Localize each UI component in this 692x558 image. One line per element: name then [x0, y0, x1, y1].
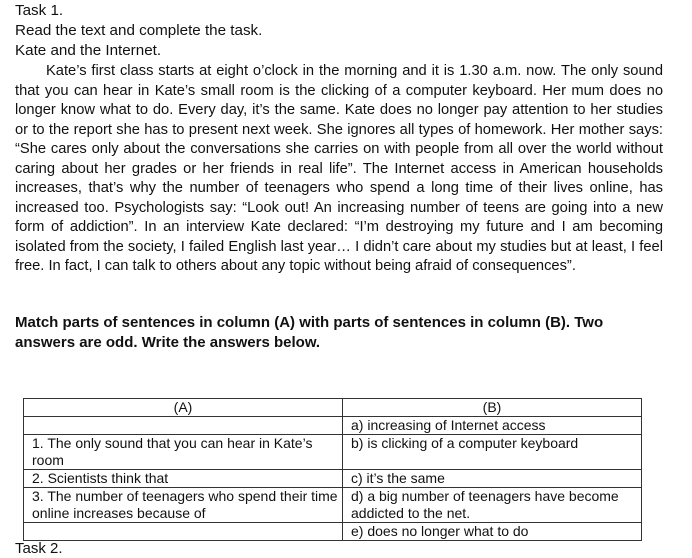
column-b-header: (B): [343, 399, 642, 417]
column-a-cell: 2. Scientists think that: [24, 470, 343, 488]
column-b-cell: d) a big number of teenagers have become addicted to the net.: [343, 488, 642, 523]
table-header-row: [24, 399, 642, 417]
table-row: [24, 470, 642, 488]
column-b-cell: e) does no longer what to do: [343, 523, 642, 541]
task-instruction: Match parts of sentences in column (A) with parts of sentences in column (B). Two answers are odd. Write the answers below.: [15, 314, 604, 351]
table-row: [24, 523, 642, 541]
column-a-cell: [24, 417, 343, 435]
instruction: Read the text and complete the task.: [15, 22, 263, 39]
column-a-cell: [24, 523, 343, 541]
table-row: [24, 435, 642, 470]
table-row: [24, 488, 642, 523]
table-row: [24, 417, 642, 435]
column-a-cell: 3. The number of teenagers who spend their time online increases because of: [24, 488, 343, 523]
task-label: Task 1.: [15, 2, 64, 19]
column-a-cell: 1. The only sound that you can hear in Kate’s room: [24, 435, 343, 470]
matching-table: [23, 398, 642, 541]
column-b-cell: b) is clicking of a computer keyboard: [343, 435, 642, 470]
column-b-cell: c) it’s the same: [343, 470, 642, 488]
column-b-cell: a) increasing of Internet access: [343, 417, 642, 435]
next-task-label: Task 2.: [15, 540, 63, 557]
text-title: Kate and the Internet.: [15, 42, 162, 59]
column-a-header: (A): [24, 399, 343, 417]
reading-paragraph: Kate’s first class starts at eight o’clock in the morning and it is 1.30 a.m. now. The only sound that you can hear in Kate’s small room is the clicking of a computer keyboard. Her mum does no longer know what to do. Every day, it’s the same. Kate does no longer pay attention to her studies or to the report she has to present next week. She ignores all types of homework. Her mother says: “She cares only about the conversations she carries on with people from all over the world without caring about her grades or her friends in real life”. The Internet access in American households increases, that’s why the number of teenagers who spend a long time of their lives online, has increased too. Psychologists say: “Look out! An increasing number of teens are going into a new form of addiction”. In an interview Kate declared: “I’m destroying my future and I am becoming isolated from the society, I failed English last year… I didn’t care about my studies but at least, I feel free. In fact, I can talk to others about any topic without being afraid of consequences”.: [15, 63, 663, 274]
